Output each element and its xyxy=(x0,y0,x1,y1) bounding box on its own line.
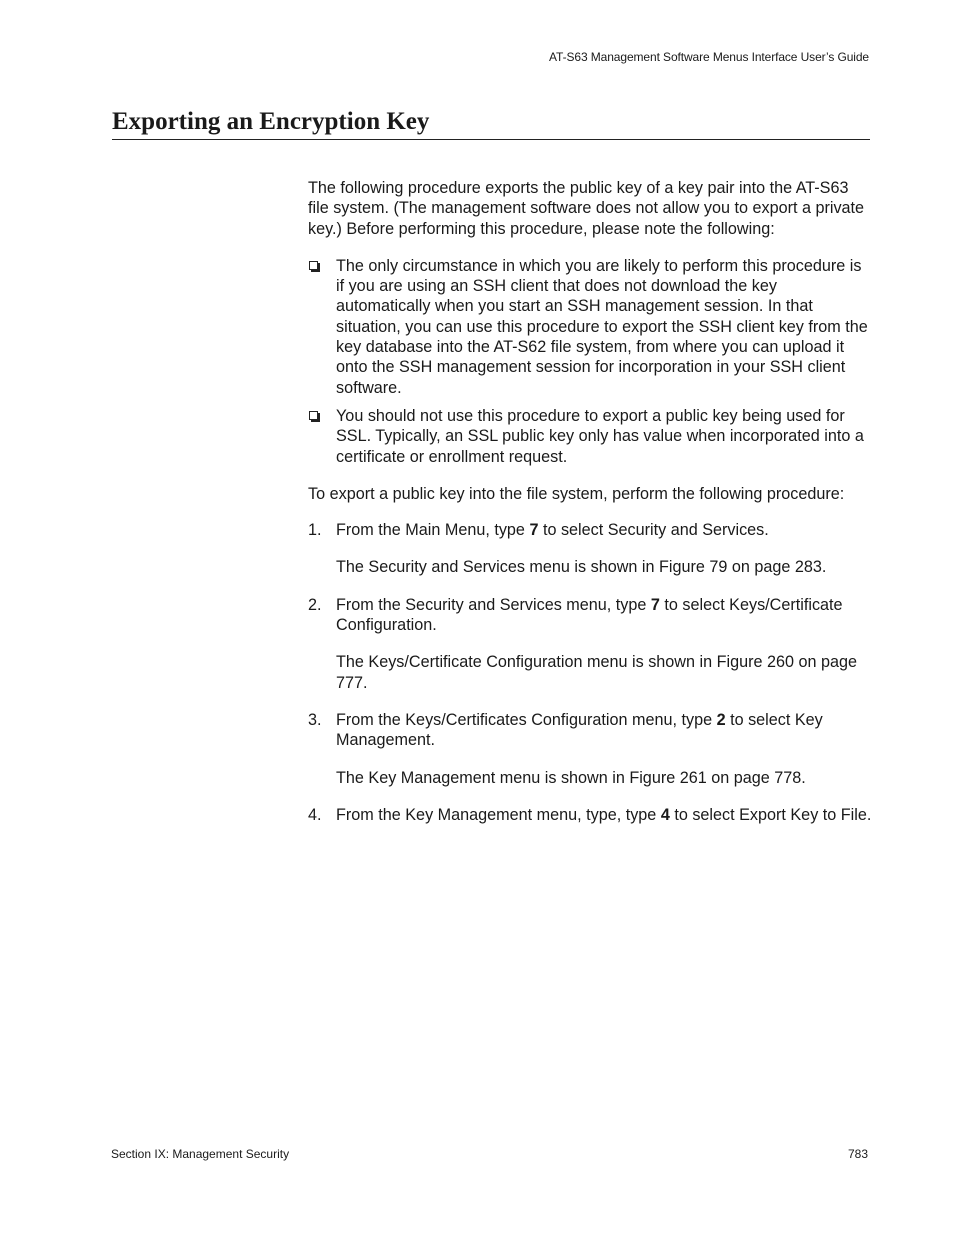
step-text: From the Security and Services menu, type xyxy=(336,595,651,614)
title-rule xyxy=(112,139,870,140)
step-key: 2 xyxy=(716,710,726,729)
step-number: 1. xyxy=(308,521,322,540)
procedure-lead: To export a public key into the file system, perform the following procedure: xyxy=(308,484,845,503)
step-text: to select Keys/Certificate Configuration. xyxy=(336,595,843,635)
procedure-step xyxy=(308,805,873,825)
step-text: From the Main Menu, type xyxy=(336,521,530,540)
step-text: From the Key Management menu, type, type xyxy=(336,805,661,824)
step-instruction xyxy=(336,710,873,751)
note-list xyxy=(308,256,873,467)
checkbox-bullet-icon xyxy=(309,261,318,270)
procedure-step xyxy=(308,595,873,693)
procedure-step xyxy=(308,520,873,578)
procedure-steps xyxy=(308,520,873,825)
note-item xyxy=(308,256,873,398)
step-number: 3. xyxy=(308,710,322,729)
body-column xyxy=(308,178,873,842)
step-result: The Security and Services menu is shown in Figure 79 on page 283. xyxy=(336,558,827,577)
step-key: 7 xyxy=(650,595,660,614)
step-key: 7 xyxy=(529,521,539,540)
step-text: to select Security and Services. xyxy=(538,521,769,540)
step-result: The Keys/Certificate Configuration menu is shown in Figure 260 on page 777. xyxy=(336,653,857,692)
section-title: Exporting an Encryption Key xyxy=(112,108,430,135)
step-number: 4. xyxy=(308,805,322,824)
footer-page-number: 783 xyxy=(847,1147,868,1161)
step-result: The Key Management menu is shown in Figure 261 on page 778. xyxy=(336,768,806,787)
step-instruction xyxy=(336,595,873,636)
note-text: You should not use this procedure to export a public key being used for SSL. Typically, an SSL public key only has value when incorporated into a certificate or enrollment request. xyxy=(336,406,864,466)
note-text: The only circumstance in which you are likely to perform this procedure is if you are using an SSH client that does not download the key automatically when you start an SSH management session. In that situation, you can use this procedure to export the SSH client key from the key database into the AT-S62 file system, from where you can upload it onto the SSH management session for incorporation in your SSH client software. xyxy=(336,256,868,397)
step-instruction xyxy=(336,520,873,540)
note-item xyxy=(308,406,873,467)
step-number: 2. xyxy=(308,595,322,614)
step-instruction xyxy=(336,805,873,825)
footer-section-name: Section IX: Management Security xyxy=(111,1147,290,1161)
step-text: From the Keys/Certificates Configuration menu, type xyxy=(336,710,717,729)
step-text: to select Export Key to File. xyxy=(669,805,872,824)
procedure-step xyxy=(308,710,873,788)
step-text: to select Key Management. xyxy=(336,710,823,750)
intro-paragraph: The following procedure exports the public key of a key pair into the AT-S63 file system. (The management software does not allow you to export a private key.) Before performing this procedure, please note the following: xyxy=(308,179,865,238)
step-key: 4 xyxy=(660,805,670,824)
running-header: AT-S63 Management Software Menus Interface User’s Guide xyxy=(549,50,869,64)
checkbox-bullet-icon xyxy=(309,411,318,420)
